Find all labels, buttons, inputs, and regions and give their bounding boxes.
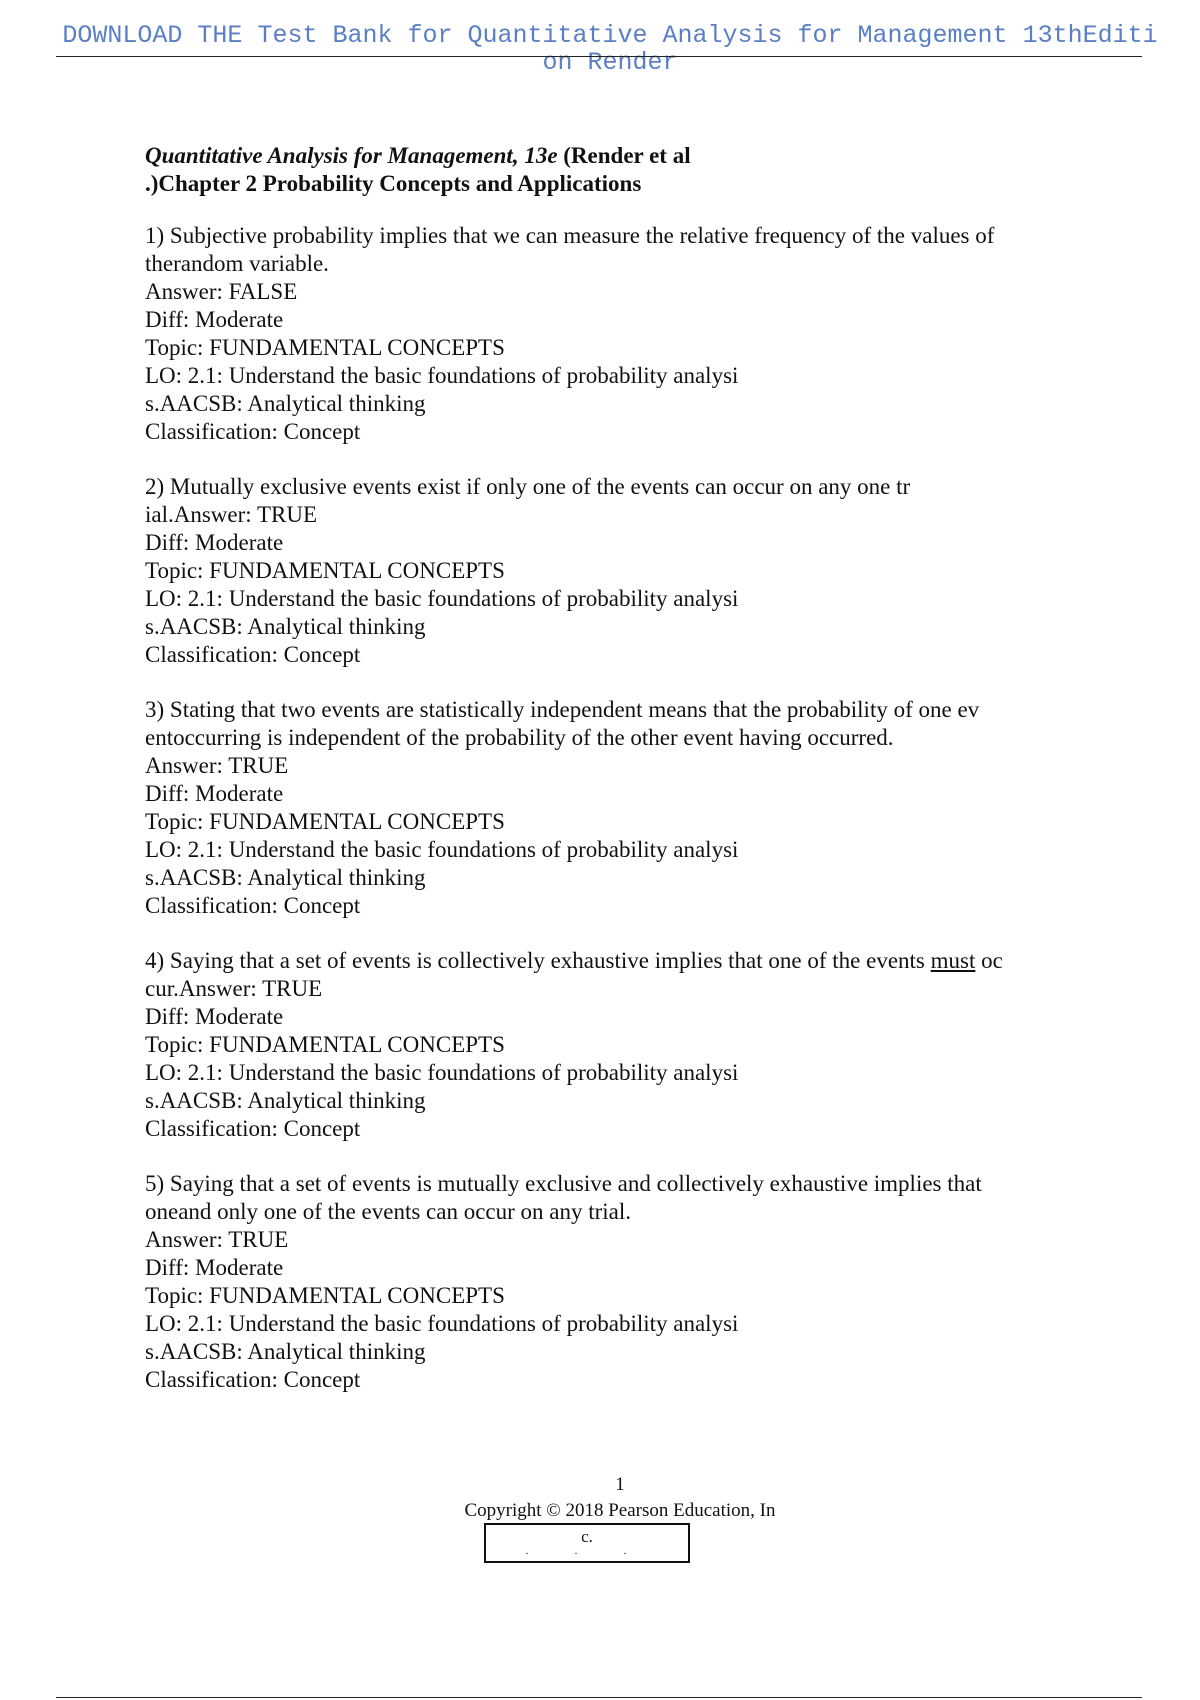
question-line: therandom variable. <box>145 251 329 276</box>
footer-box-text: c. <box>581 1527 593 1546</box>
classification-line: Classification: Concept <box>145 1367 361 1392</box>
banner-underline <box>56 56 1142 57</box>
aacsb-line: s.AACSB: Analytical thinking <box>145 865 426 890</box>
diff-line: Diff: Moderate <box>145 530 284 555</box>
aacsb-line: s.AACSB: Analytical thinking <box>145 1088 426 1113</box>
underlined-word: must <box>930 948 976 973</box>
question-2 <box>145 473 1085 669</box>
question-line: 1) Subjective probability implies that we can measure the relative frequency of the values of <box>145 223 995 248</box>
document-title <box>145 142 1085 198</box>
answer-line: Answer: FALSE <box>145 279 298 304</box>
diff-line: Diff: Moderate <box>145 1004 284 1029</box>
page-number: 1 <box>615 1474 625 1495</box>
question-line <box>145 947 1085 975</box>
document-page <box>145 142 1085 1421</box>
question-text-post: oc <box>975 948 1003 973</box>
aacsb-line: s.AACSB: Analytical thinking <box>145 1339 426 1364</box>
answer-line: ial.Answer: TRUE <box>145 502 318 527</box>
lo-line: LO: 2.1: Understand the basic foundations of probability analysi <box>145 1060 739 1085</box>
banner-line-1: DOWNLOAD THE Test Bank for Quantitative Analysis for Management 13thEditi <box>62 21 1158 50</box>
question-line: 3) Stating that two events are statistically independent means that the probability of one ev <box>145 697 980 722</box>
lo-line: LO: 2.1: Understand the basic foundations of probability analysi <box>145 1311 739 1336</box>
copyright-text: Copyright © 2018 Pearson Education, In <box>464 1500 776 1521</box>
title-line-1 <box>145 142 1085 170</box>
aacsb-line: s.AACSB: Analytical thinking <box>145 614 426 639</box>
title-authors: (Render et al <box>557 143 691 168</box>
diff-line: Diff: Moderate <box>145 781 284 806</box>
lo-line: LO: 2.1: Understand the basic foundations of probability analysi <box>145 837 739 862</box>
footer-box <box>484 1523 690 1563</box>
classification-line: Classification: Concept <box>145 893 361 918</box>
question-3 <box>145 696 1085 920</box>
topic-line: Topic: FUNDAMENTAL CONCEPTS <box>145 1283 505 1308</box>
page-footer <box>420 1472 820 1524</box>
book-title: Quantitative Analysis for Management, 13e <box>145 143 558 168</box>
question-5 <box>145 1170 1085 1394</box>
topic-line: Topic: FUNDAMENTAL CONCEPTS <box>145 809 505 834</box>
download-banner-link[interactable] <box>40 22 1180 76</box>
diff-line: Diff: Moderate <box>145 1255 284 1280</box>
answer-line: Answer: TRUE <box>145 1227 289 1252</box>
classification-line: Classification: Concept <box>145 419 361 444</box>
answer-line: Answer: TRUE <box>145 753 289 778</box>
diff-line: Diff: Moderate <box>145 307 284 332</box>
footer-box-dots: . . . <box>525 1546 649 1557</box>
topic-line: Topic: FUNDAMENTAL CONCEPTS <box>145 1032 505 1057</box>
classification-line: Classification: Concept <box>145 1116 361 1141</box>
classification-line: Classification: Concept <box>145 642 361 667</box>
question-line: oneand only one of the events can occur on any trial. <box>145 1199 632 1224</box>
question-line: 2) Mutually exclusive events exist if only one of the events can occur on any one tr <box>145 474 911 499</box>
question-text-pre: 4) Saying that a set of events is collectively exhaustive implies that one of the events <box>145 948 931 973</box>
lo-line: LO: 2.1: Understand the basic foundations of probability analysi <box>145 363 739 388</box>
aacsb-line: s.AACSB: Analytical thinking <box>145 391 426 416</box>
title-line-2: .)Chapter 2 Probability Concepts and Applications <box>145 171 642 196</box>
answer-line: cur.Answer: TRUE <box>145 976 323 1001</box>
question-4 <box>145 947 1085 1143</box>
question-line: entoccurring is independent of the probability of the other event having occurred. <box>145 725 894 750</box>
bottom-rule <box>56 1697 1142 1698</box>
topic-line: Topic: FUNDAMENTAL CONCEPTS <box>145 335 505 360</box>
question-1 <box>145 222 1085 446</box>
topic-line: Topic: FUNDAMENTAL CONCEPTS <box>145 558 505 583</box>
question-line: 5) Saying that a set of events is mutually exclusive and collectively exhaustive implies that <box>145 1171 982 1196</box>
banner-line-2: on Render <box>542 48 678 77</box>
lo-line: LO: 2.1: Understand the basic foundations of probability analysi <box>145 586 739 611</box>
